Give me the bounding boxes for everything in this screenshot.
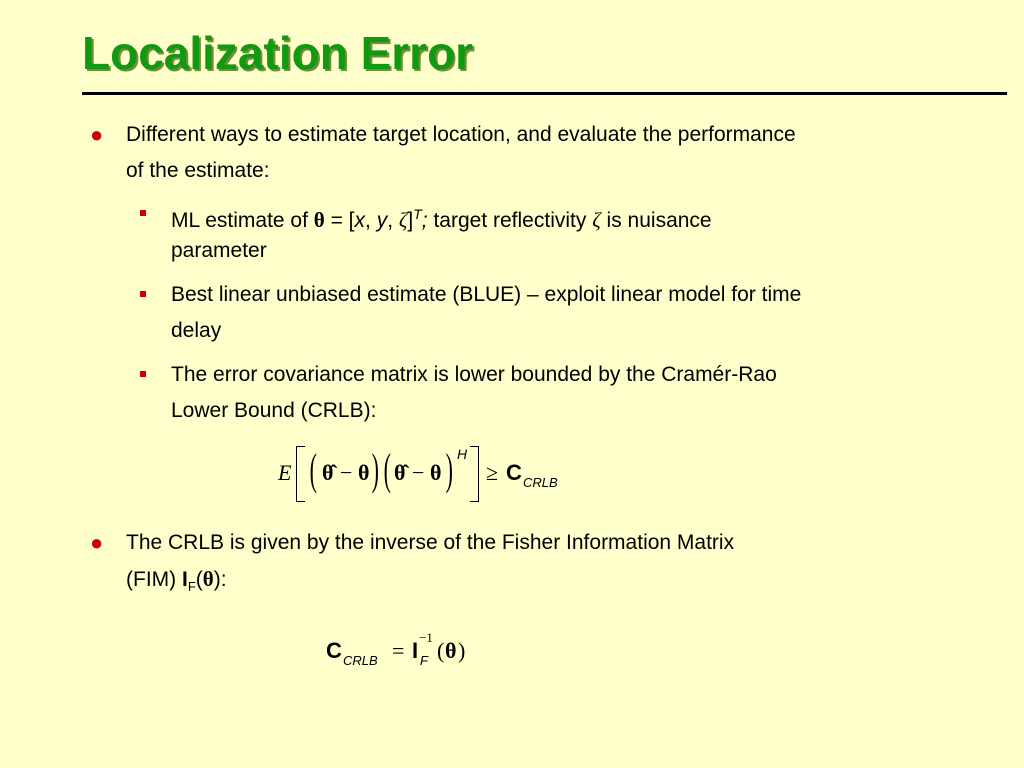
- left-paren-2: (: [383, 445, 391, 494]
- slide-title: Localization Error: [82, 27, 474, 79]
- comma: ,: [365, 209, 377, 232]
- crlb-fisher-equation: [326, 628, 506, 678]
- var-y: y: [376, 209, 388, 232]
- minus-2: −: [412, 460, 425, 485]
- bullet-dot: ●: [90, 122, 104, 147]
- minus: −: [340, 460, 353, 485]
- F-subscript: F: [420, 653, 428, 668]
- bullet-2-line-2: [126, 561, 227, 605]
- hermitian-sup: H: [457, 446, 468, 462]
- C-matrix: C: [506, 460, 522, 485]
- zeta-symbol: ζ: [398, 208, 408, 232]
- bullet-2-line-1: The CRLB is given by the inverse of the Fisher Information Matrix: [126, 531, 735, 554]
- ml-equals: = [: [324, 209, 355, 232]
- right-paren: ): [371, 445, 379, 494]
- bullet-1-line-2: of the estimate:: [126, 159, 270, 182]
- right-paren-2: ): [445, 445, 453, 494]
- close-bracket: ]: [407, 209, 414, 232]
- comma: ,: [387, 209, 399, 232]
- crlb-subscript: CRLB: [523, 475, 558, 490]
- semicolon: ;: [421, 209, 428, 232]
- paren-open: (: [195, 568, 203, 591]
- expectation-E: E: [278, 460, 292, 485]
- sub-bullet-square: [140, 210, 146, 216]
- sub-bullet-square: [140, 371, 146, 377]
- paren-close: ): [458, 638, 466, 663]
- theta-hat: θ̂: [322, 460, 334, 485]
- I-matrix: I: [412, 638, 419, 663]
- equals: =: [392, 638, 405, 663]
- paren-close: ):: [213, 568, 227, 591]
- geq: ≥: [486, 460, 499, 485]
- sub-bullet-2-line-2: delay: [171, 319, 222, 342]
- var-x: x: [354, 209, 366, 232]
- bullet-dot: ●: [90, 530, 104, 555]
- paren-open: (: [437, 638, 445, 663]
- right-bracket: [470, 446, 479, 502]
- crlb-subscript: CRLB: [343, 653, 378, 668]
- I-matrix: I: [181, 568, 188, 591]
- transpose-sup: T: [413, 206, 422, 222]
- F-subscript: F: [187, 579, 196, 595]
- zeta-symbol-2: ζ: [592, 208, 601, 232]
- inverse-sup: −1: [419, 630, 433, 645]
- fim-prefix: (FIM): [126, 568, 182, 591]
- theta: θ: [358, 460, 370, 485]
- sub-bullet-2-line-1: Best linear unbiased estimate (BLUE) – exploit linear model for time: [171, 283, 802, 306]
- ml-end: is nuisance: [600, 209, 712, 232]
- sub-bullet-1-line-2: parameter: [171, 239, 267, 262]
- bullet-1-line-1: Different ways to estimate target location, and evaluate the performance: [126, 123, 796, 146]
- crlb-inequality: [278, 440, 578, 510]
- theta-hat-2: θ̂: [394, 460, 406, 485]
- title-divider: [82, 92, 1007, 95]
- ml-prefix: ML estimate of: [171, 209, 314, 232]
- theta: θ: [445, 638, 457, 663]
- theta-symbol: θ: [313, 208, 325, 232]
- left-paren: (: [309, 445, 317, 494]
- C-matrix: C: [326, 638, 342, 663]
- ml-rest: target reflectivity: [427, 209, 593, 232]
- sub-bullet-3-line-1: The error covariance matrix is lower bounded by the Cramér-Rao: [171, 363, 777, 386]
- sub-bullet-3-line-2: Lower Bound (CRLB):: [171, 399, 377, 422]
- left-bracket: [296, 446, 305, 502]
- theta-symbol: θ: [202, 567, 214, 591]
- sub-bullet-square: [140, 291, 146, 297]
- theta-2: θ: [430, 460, 442, 485]
